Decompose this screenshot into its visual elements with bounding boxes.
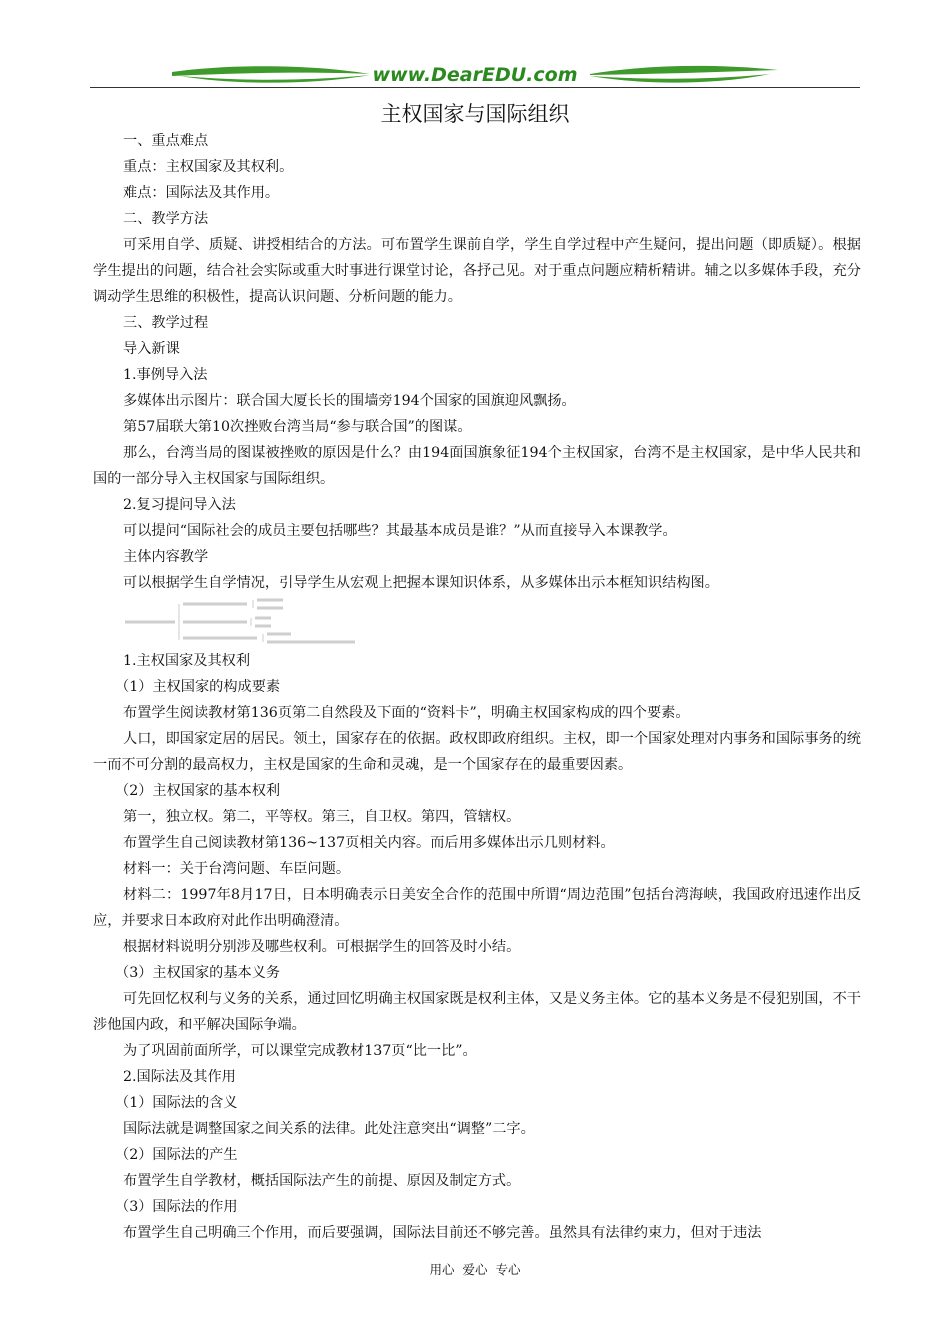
paragraph: 多媒体出示图片：联合国大厦长长的围墙旁194个国家的国旗迎风飘扬。 [123,393,576,409]
document-body [93,128,861,1246]
header-rule [90,87,860,88]
right-swoosh-icon [590,66,778,75]
paragraph: 为了巩固前面所学，可以课堂完成教材137页“比一比”。 [123,1043,477,1059]
paragraph: 根据材料说明分别涉及哪些权利。可根据学生的回答及时小结。 [123,939,521,955]
paragraph: （1）国际法的含义 [115,1095,238,1111]
site-logo-text: www.DearEDU.com [372,64,578,86]
paragraph: 人口，即国家定居的居民。领土，国家存在的依据。政权即政府组织。主权，即一个国家处理对内事务和国际事务的统一而不可分割的最高权力，主权是国家的生命和灵魂，是一个国家存在的最重要因素。 [93,731,861,773]
knowledge-structure-diagram [123,596,453,648]
paragraph: 三、教学过程 [123,315,209,331]
paragraph-list-intro [93,128,861,596]
paragraph: 布置学生自学教材，概括国际法产生的前提、原因及制定方式。 [123,1173,521,1189]
page-title: 主权国家与国际组织 [380,102,570,126]
paragraph: 可以根据学生自学情况，引导学生从宏观上把握本课知识体系，从多媒体出示本框知识结构图。 [123,575,719,591]
paragraph: （2）国际法的产生 [115,1147,238,1163]
paragraph: 可先回忆权利与义务的关系，通过回忆明确主权国家既是权利主体，又是义务主体。它的基本义务是不侵犯别国，不干涉他国内政，和平解决国际争端。 [93,991,861,1033]
paragraph: （2）主权国家的基本权利 [115,783,281,799]
paragraph: 可以提问“国际社会的成员主要包括哪些？其最基本成员是谁？”从而直接导入本课教学。 [123,523,677,539]
paragraph: 第一，独立权。第二，平等权。第三，自卫权。第四，管辖权。 [123,809,521,825]
paragraph: 布置学生阅读教材第136页第二自然段及下面的“资料卡”，明确主权国家构成的四个要素。 [123,705,690,721]
paragraph-list-main [93,648,861,1246]
paragraph: 二、教学方法 [123,211,209,227]
paragraph: 布置学生自己明确三个作用，而后要强调，国际法目前还不够完善。虽然具有法律约束力，但对于违法 [123,1225,762,1241]
page-footer: 用心 爱心 专心 [429,1262,521,1277]
paragraph: 难点：国际法及其作用。 [123,185,280,201]
left-swoosh-icon [172,66,370,76]
right-swoosh-tail-icon [590,74,770,83]
paragraph: 第57届联大第10次挫败台湾当局“参与联合国”的图谋。 [123,419,472,435]
paragraph: 一、重点难点 [123,133,209,149]
paragraph: （3）国际法的作用 [115,1199,238,1215]
paragraph: 主体内容教学 [123,549,209,565]
paragraph: 重点：主权国家及其权利。 [123,159,294,175]
paragraph: 导入新课 [123,341,180,357]
paragraph: 1.事例导入法 [123,367,208,383]
paragraph: 那么，台湾当局的图谋被挫败的原因是什么？由194面国旗象征194个主权国家，台湾不是主权国家，是中华人民共和国的一部分导入主权国家与国际组织。 [93,445,861,487]
site-logo-banner [170,62,780,88]
paragraph: 材料一：关于台湾问题、车臣问题。 [123,861,351,877]
paragraph: （1）主权国家的构成要素 [115,679,281,695]
paragraph: 材料二：1997年8月17日，日本明确表示日美安全合作的范围中所谓“周边范围”包括台湾海峡，我国政府迅速作出反应，并要求日本政府对此作出明确澄清。 [93,887,861,929]
paragraph: 布置学生自己阅读教材第136~137页相关内容。而后用多媒体出示几则材料。 [123,835,615,851]
paragraph: 2.国际法及其作用 [123,1069,236,1085]
paragraph: 1.主权国家及其权利 [123,653,251,669]
left-swoosh-tail-icon [180,75,370,83]
paragraph: 国际法就是调整国家之间关系的法律。此处注意突出“调整”二字。 [123,1121,535,1137]
paragraph: （3）主权国家的基本义务 [115,965,281,981]
paragraph: 可采用自学、质疑、讲授相结合的方法。可布置学生课前自学，学生自学过程中产生疑问，提出问题（即质疑）。根据学生提出的问题，结合社会实际或重大时事进行课堂讨论，各抒己见。对于重点问题应精析精讲。辅之以多媒体手段，充分调动学生思维的积极性，提高认识问题、分析问题的能力。 [93,237,861,305]
paragraph: 2.复习提问导入法 [123,497,236,513]
